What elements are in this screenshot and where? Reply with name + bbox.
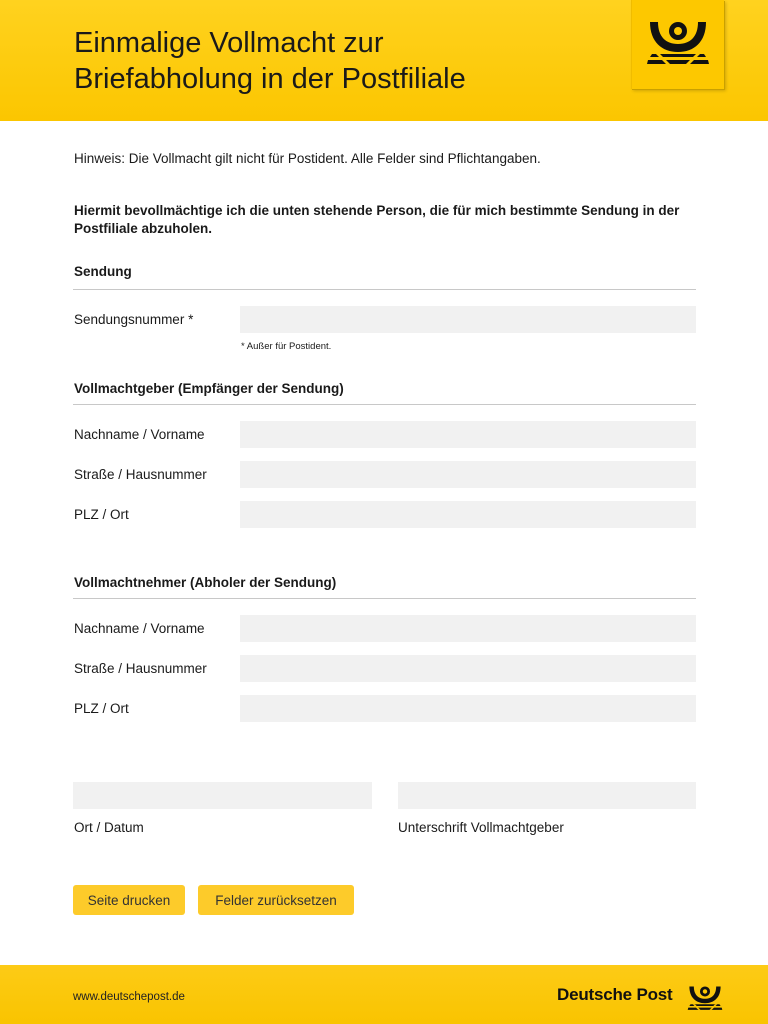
section-divider: [73, 404, 696, 405]
signature-label: Unterschrift Vollmachtgeber: [398, 820, 564, 835]
brand-wordmark: Deutsche Post: [557, 985, 673, 1004]
page-header: [0, 0, 768, 121]
grantor-name-label: Nachname / Vorname: [74, 427, 205, 442]
section-title-sendung: Sendung: [74, 264, 132, 279]
hint-text: Hinweis: Die Vollmacht gilt nicht für Postident. Alle Felder sind Pflichtangaben.: [74, 151, 541, 166]
grantor-street-label: Straße / Hausnummer: [74, 467, 207, 482]
posthorn-icon: [646, 14, 710, 66]
print-page-button[interactable]: Seite drucken: [73, 885, 185, 915]
page-title-line-1: Einmalige Vollmacht zur: [74, 27, 384, 59]
grantor-street-input[interactable]: [240, 461, 696, 488]
shipment-number-label: Sendungsnummer *: [74, 312, 194, 327]
grantee-city-input[interactable]: [240, 695, 696, 722]
place-date-input[interactable]: [73, 782, 372, 809]
section-title-vollmachtgeber: Vollmachtgeber (Empfänger der Sendung): [74, 381, 344, 396]
section-divider: [73, 289, 696, 290]
grantee-street-input[interactable]: [240, 655, 696, 682]
grantee-street-label: Straße / Hausnummer: [74, 661, 207, 676]
signature-input[interactable]: [398, 782, 696, 809]
grantor-name-input[interactable]: [240, 421, 696, 448]
grantee-name-input[interactable]: [240, 615, 696, 642]
grantor-city-input[interactable]: [240, 501, 696, 528]
posthorn-icon: [687, 982, 723, 1011]
grantee-city-label: PLZ / Ort: [74, 701, 129, 716]
deutsche-post-logo: [631, 0, 724, 89]
page-footer: [0, 965, 768, 1024]
shipment-number-input[interactable]: [240, 306, 696, 333]
place-date-label: Ort / Datum: [74, 820, 144, 835]
shipment-number-footnote: * Außer für Postident.: [241, 341, 332, 352]
page-title-line-2: Briefabholung in der Postfiliale: [74, 63, 466, 95]
reset-fields-button[interactable]: Felder zurücksetzen: [198, 885, 354, 915]
page-title: [74, 25, 594, 97]
grantee-name-label: Nachname / Vorname: [74, 621, 205, 636]
grantor-city-label: PLZ / Ort: [74, 507, 129, 522]
authorization-statement: Hiermit bevollmächtige ich die unten stehende Person, die für mich bestimmte Sendung in der Postfiliale abzuholen.: [74, 203, 680, 236]
website-link[interactable]: www.deutschepost.de: [73, 991, 185, 1003]
section-divider: [73, 598, 696, 599]
section-title-vollmachtnehmer: Vollmachtnehmer (Abholer der Sendung): [74, 575, 337, 590]
